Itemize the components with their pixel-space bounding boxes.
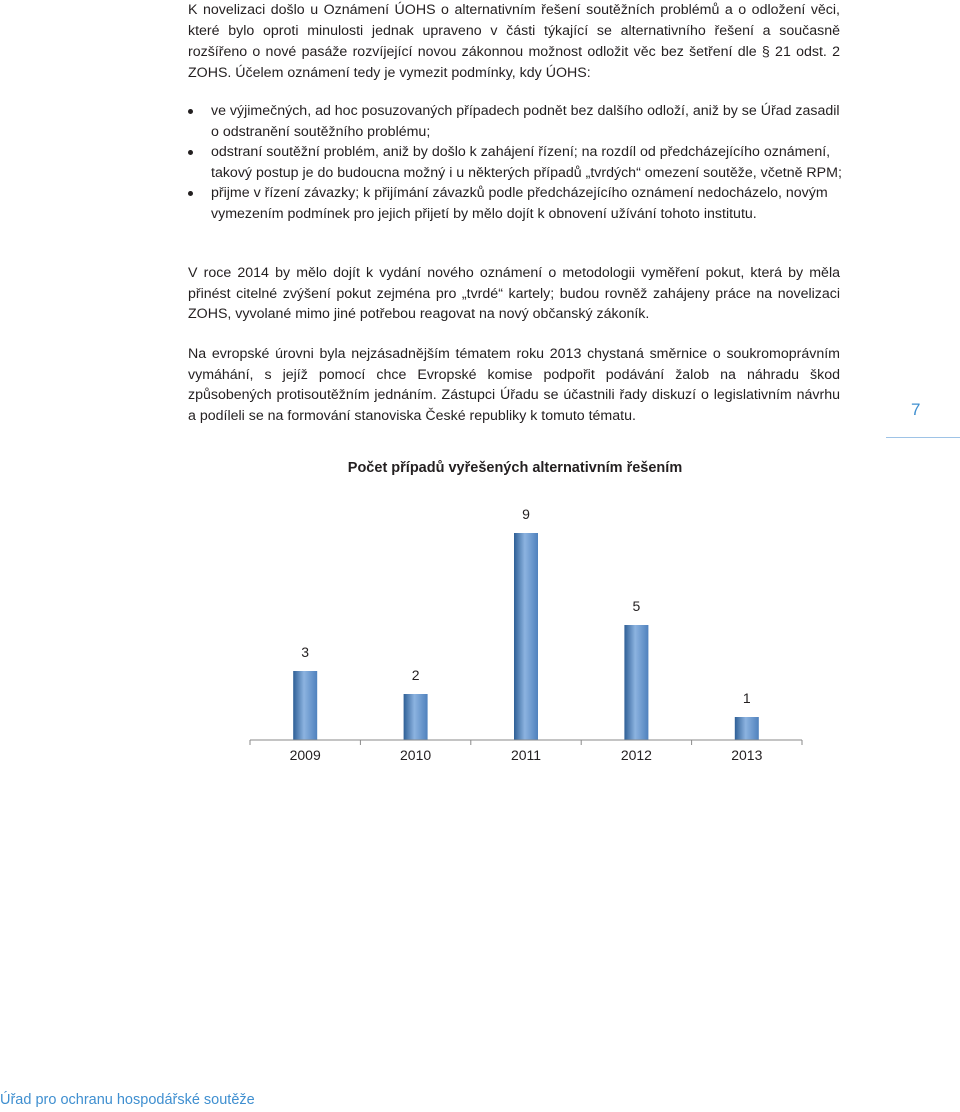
list-item-text: odstraní soutěžní problém, aniž by došlo k zahájení řízení; na rozdíl od předcházejícího oznámení, takový postup je do budoucna možný i u některých případů „tvrdých“ omezení soutěže, včetně RPM;	[211, 144, 842, 181]
list-item-text: ve výjimečných, ad hoc posuzovaných případech podnět bez dalšího odloží, aniž by se Úřad zasadil o odstranění soutěžního problému;	[211, 103, 840, 140]
bar-2013	[735, 717, 759, 740]
paragraph-eu: Na evropské úrovni byla nejzásadnějším tématem roku 2013 chystaná směrnice o soukromoprávním vymáhání, s jejíž pomocí chce Evropské komise podpořit podávání žalob na náhradu škod způsobených protisoutěžním jednáním. Zástupci Úřadu se účastnili řady diskuzí o legislativním návrhu a podíleli se na formování stanoviska České republiky k tomuto tématu.	[188, 346, 840, 424]
list-item-text: přijme v řízení závazky; k přijímání závazků podle předcházejícího oznámení nedocházelo, novým vymezením podmínek pro jejich přijetí by mělo dojít k obnovení užívání tohoto institutu.	[211, 185, 828, 222]
bar-2012	[624, 625, 648, 740]
category-label-2009: 2009	[289, 747, 321, 763]
data-label-2010: 2	[411, 667, 420, 683]
category-label-2012: 2012	[620, 747, 652, 763]
intro-paragraph: K novelizaci došlo u Oznámení ÚOHS o alternativním řešení soutěžních problémů a o odložení věci, které bylo oproti minulosti jednak upraveno v části týkající se alternativního řešení a současně rozšířeno o nové pasáže rozvíjející novou zákonnou možnost odložit věc bez šetření dle § 21 odst. 2 ZOHS. Účelem oznámení tedy je vymezit podmínky, kdy ÚOHS:	[188, 2, 840, 81]
data-label-2012: 5	[632, 598, 641, 614]
category-label-2011: 2011	[510, 747, 542, 763]
category-label-2013: 2013	[731, 747, 763, 763]
bar-2010	[404, 694, 428, 740]
footer-organization: Úřad pro ochranu hospodářské soutěže	[0, 1092, 255, 1108]
page-number: 7	[911, 400, 921, 419]
paragraph-2014: V roce 2014 by mělo dojít k vydání nového oznámení o metodologii vyměření pokut, která by měla přinést citelné zvýšení pokut zejména pro „tvrdé“ kartely; budou rovněž zahájeny práce na novelizaci ZOHS, vyvolané mimo jiné potřebou reagovat na nový občanský zákoník.	[188, 265, 840, 322]
data-label-2011: 9	[522, 506, 530, 522]
data-label-2013: 1	[742, 690, 751, 706]
bar-2011	[514, 533, 538, 740]
bar-2009	[293, 671, 317, 740]
category-label-2010: 2010	[400, 747, 432, 763]
chart-title: Počet případů vyřešených alternativním řešením	[347, 460, 683, 476]
data-label-2009: 3	[301, 644, 310, 660]
